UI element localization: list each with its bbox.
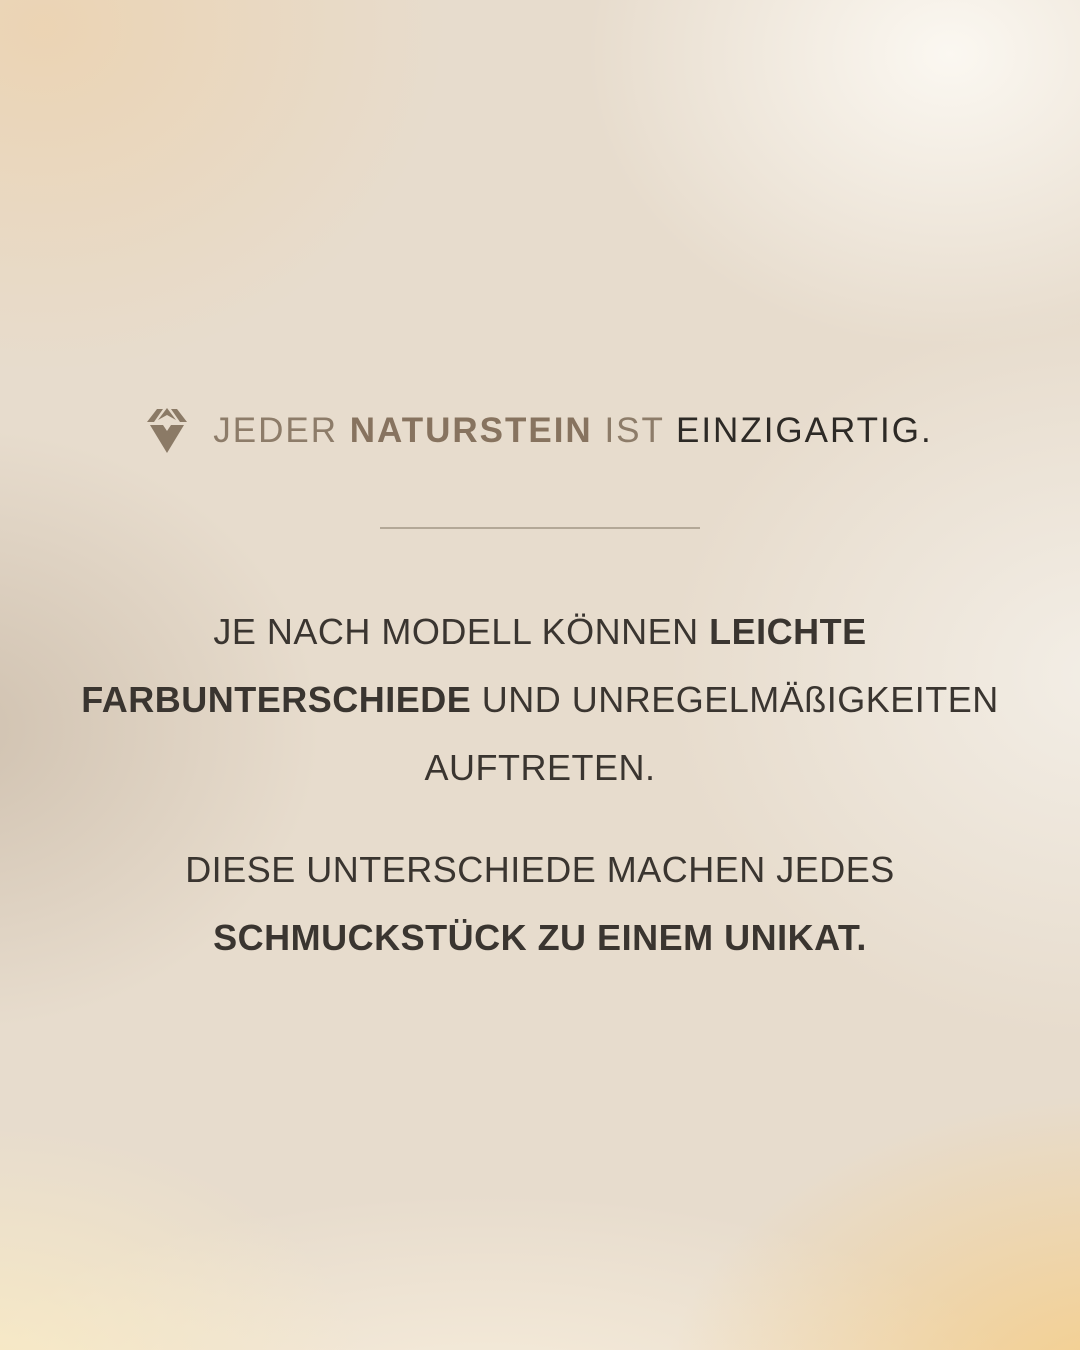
headline-row	[0, 408, 1080, 454]
text-run-bold: LEICHTE	[709, 611, 867, 652]
text-run: DIESE UNTERSCHIEDE MACHEN JEDES	[185, 849, 895, 890]
headline	[213, 411, 932, 451]
divider-line	[380, 527, 700, 529]
headline-segment-bold: NATURSTEIN	[349, 411, 593, 450]
paragraph-unique-note	[0, 836, 1080, 972]
paragraph-line	[0, 734, 1080, 802]
paragraph-line	[0, 666, 1080, 734]
text-run: AUFTRETEN.	[424, 747, 656, 788]
paragraph-line	[0, 598, 1080, 666]
text-run: JE NACH MODELL KÖNNEN	[213, 611, 710, 652]
text-run: UND UNREGELMÄßIGKEITEN	[471, 679, 999, 720]
paragraph-line	[0, 904, 1080, 972]
diamond-icon	[147, 408, 187, 454]
paragraph-variation-note	[0, 598, 1080, 802]
paragraph-line	[0, 836, 1080, 904]
headline-segment-dark: EINZIGARTIG.	[675, 411, 933, 450]
headline-segment: IST	[592, 411, 676, 450]
headline-segment: JEDER	[213, 411, 350, 450]
text-run-bold: FARBUNTERSCHIEDE	[81, 679, 472, 720]
text-run-bold: SCHMUCKSTÜCK ZU EINEM UNIKAT.	[213, 917, 867, 958]
